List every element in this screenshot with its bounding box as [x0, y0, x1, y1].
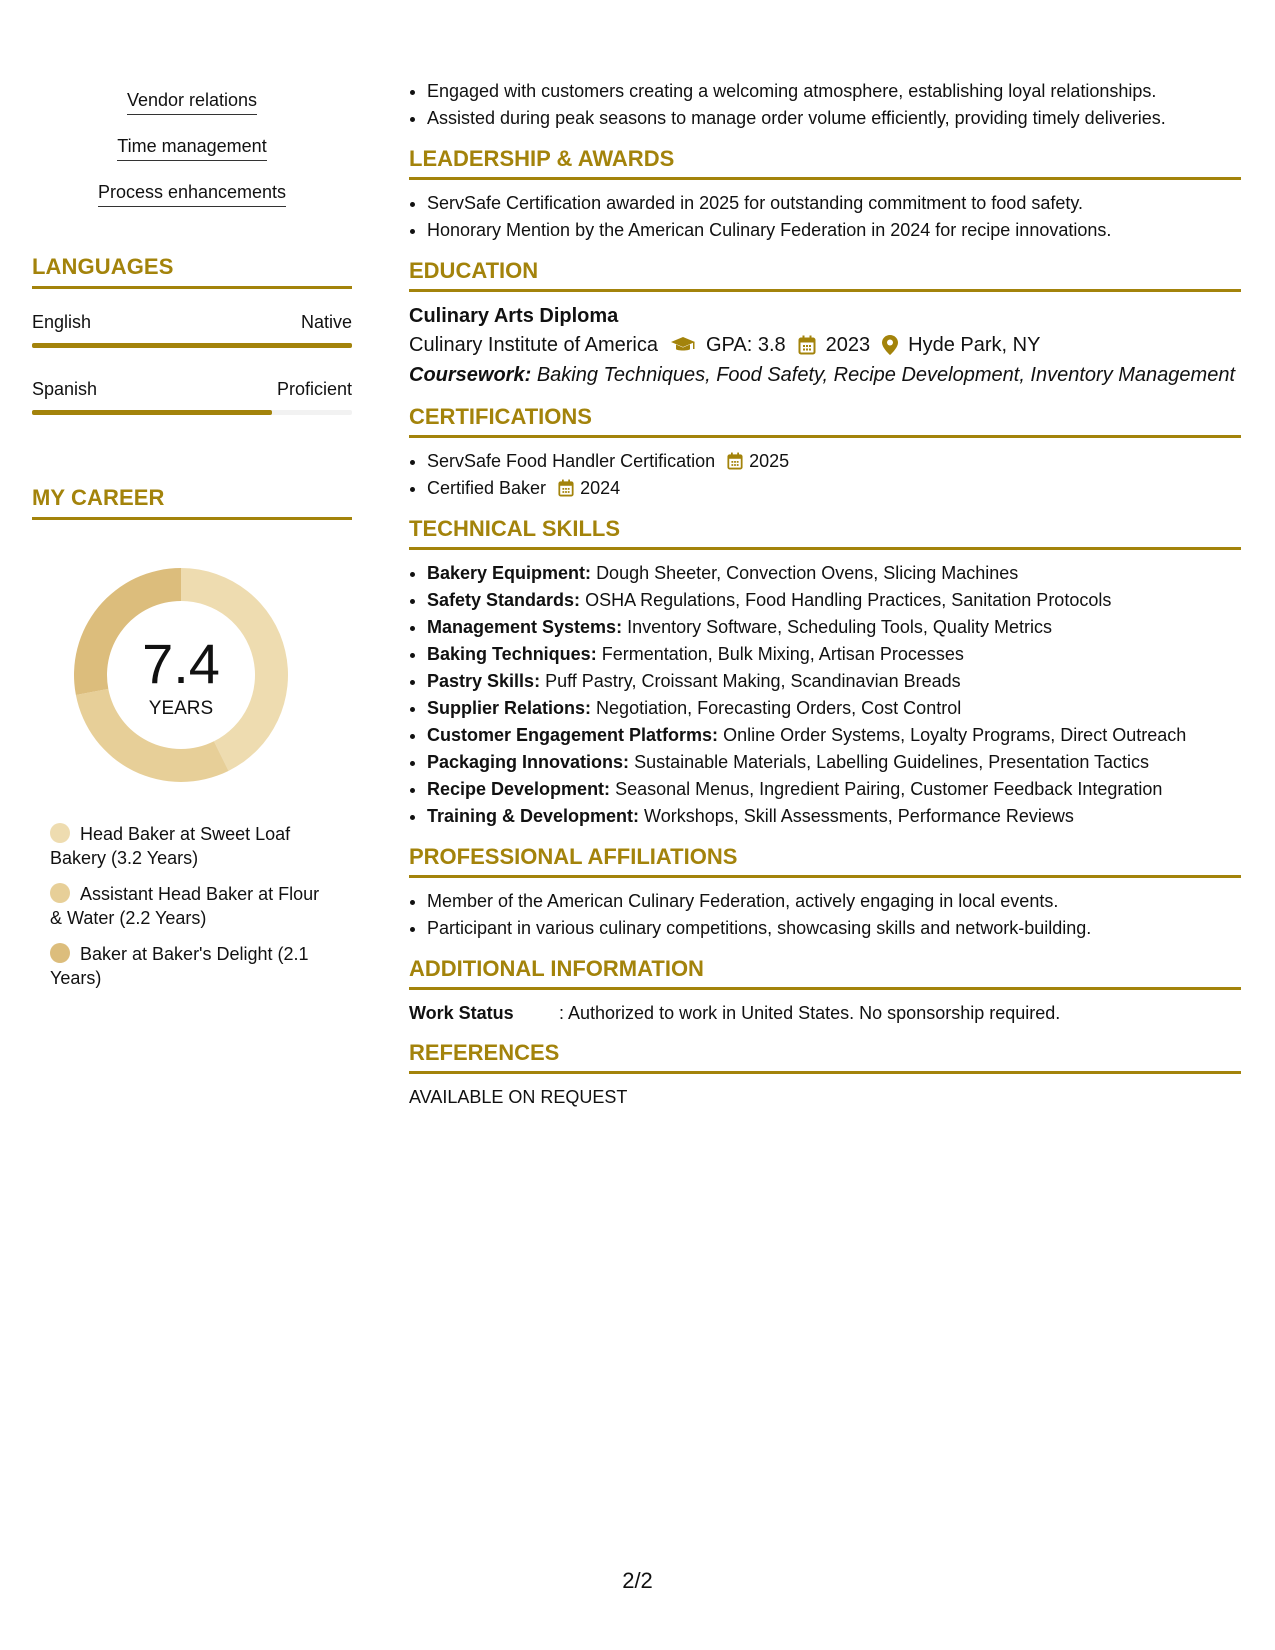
language-bar-fill	[32, 410, 272, 415]
page-number: 2/2	[622, 1568, 653, 1593]
language-name: Spanish	[32, 379, 98, 399]
language-level: Native	[300, 312, 352, 332]
skill-value: Fermentation, Bulk Mixing, Artisan Processes	[601, 644, 964, 664]
skill-label: Safety Standards:	[427, 590, 581, 610]
coursework-label: Coursework:	[409, 364, 532, 386]
list-item: • ServSafe Certification awarded in 2025 for outstanding commitment to food safety.	[427, 190, 1241, 217]
list-item: • Assisted during peak seasons to manage order volume efficiently, providing timely deliveries.	[427, 105, 1241, 132]
skill-label: Bakery Equipment:	[427, 563, 592, 583]
certifications-heading: CERTIFICATIONS	[409, 404, 1241, 438]
skill-value: Negotiation, Forecasting Orders, Cost Control	[596, 698, 962, 718]
list-item: • Engaged with customers creating a welcoming atmosphere, establishing loyal relationships.	[427, 78, 1241, 105]
work-status-value: : Authorized to work in United States. No sponsorship required.	[559, 1003, 1061, 1023]
skill-tag: Time management	[117, 135, 266, 161]
list-item	[427, 749, 1241, 776]
calendar-icon	[727, 452, 743, 470]
graduation-cap-icon	[670, 336, 696, 354]
degree-title: Culinary Arts Diploma	[409, 305, 619, 327]
coursework-list: Baking Techniques, Food Safety, Recipe Development, Inventory Management	[536, 364, 1235, 386]
skill-label: Supplier Relations:	[427, 698, 592, 718]
awards-list	[409, 190, 1241, 244]
education-entry	[409, 302, 1241, 390]
skill-value: Dough Sheeter, Convection Ovens, Slicing Machines	[596, 563, 1019, 583]
skill-value: Online Order Systems, Loyalty Programs, Direct Outreach	[723, 725, 1187, 745]
references-heading: REFERENCES	[409, 1040, 1241, 1074]
career-years-unit: YEARS	[148, 698, 214, 719]
legend-item	[50, 942, 320, 990]
legend-dot	[50, 883, 70, 903]
work-status-row	[409, 1000, 1241, 1026]
list-item: • Member of the American Culinary Federation, actively engaging in local events.	[427, 888, 1241, 915]
language-level: Proficient	[276, 379, 352, 399]
list-item	[427, 475, 1241, 502]
list-item	[427, 587, 1241, 614]
skill-tags	[32, 84, 352, 222]
skill-value: Workshops, Skill Assessments, Performance Reviews	[644, 806, 1074, 826]
career-heading: MY CAREER	[32, 485, 352, 520]
experience-bullets	[409, 78, 1241, 132]
career-total-years: 7.4	[142, 632, 220, 695]
awards-heading: LEADERSHIP & AWARDS	[409, 146, 1241, 180]
skill-label: Packaging Innovations:	[427, 752, 630, 772]
list-item	[427, 448, 1241, 475]
list-item	[427, 614, 1241, 641]
skill-label: Training & Development:	[427, 806, 640, 826]
education-heading: EDUCATION	[409, 258, 1241, 292]
donut-center	[66, 560, 296, 790]
calendar-icon	[558, 479, 574, 497]
technical-skills-list	[409, 560, 1241, 830]
skill-value: Sustainable Materials, Labelling Guidelines, Presentation Tactics	[634, 752, 1150, 772]
legend-label: Assistant Head Baker at Flour & Water (2.2 Years)	[50, 884, 320, 928]
school-name: Culinary Institute of America	[409, 334, 658, 356]
skill-label: Management Systems:	[427, 617, 623, 637]
language-bar	[32, 410, 352, 415]
skill-label: Customer Engagement Platforms:	[427, 725, 719, 745]
affiliations-list	[409, 888, 1241, 942]
graduation-year: 2023	[825, 334, 871, 356]
list-item	[427, 722, 1241, 749]
skill-value: Seasonal Menus, Ingredient Pairing, Customer Feedback Integration	[615, 779, 1163, 799]
work-status-label: Work Status	[409, 1003, 514, 1023]
language-english	[32, 311, 352, 348]
list-item	[427, 668, 1241, 695]
career-donut-chart	[66, 560, 296, 790]
skill-value: Puff Pastry, Croissant Making, Scandinavian Breads	[545, 671, 961, 691]
affiliations-heading: PROFESSIONAL AFFILIATIONS	[409, 844, 1241, 878]
location-pin-icon	[882, 335, 898, 355]
skill-tag: Vendor relations	[127, 89, 257, 115]
legend-item	[50, 882, 320, 930]
list-item	[427, 641, 1241, 668]
calendar-icon	[798, 335, 816, 355]
language-bar-fill	[32, 343, 352, 348]
certification-year: 2024	[580, 478, 621, 498]
gpa: GPA: 3.8	[706, 334, 786, 356]
list-item: • Participant in various culinary competitions, showcasing skills and network-building.	[427, 915, 1241, 942]
certifications-list	[409, 448, 1241, 502]
certification-name: ServSafe Food Handler Certification	[427, 451, 716, 471]
legend-item	[50, 822, 320, 870]
list-item	[427, 560, 1241, 587]
career-legend	[50, 822, 320, 990]
legend-label: Baker at Baker's Delight (2.1 Years)	[50, 944, 309, 988]
list-item	[427, 776, 1241, 803]
skill-label: Baking Techniques:	[427, 644, 597, 664]
legend-dot	[50, 823, 70, 843]
skill-value: Inventory Software, Scheduling Tools, Quality Metrics	[627, 617, 1052, 637]
skill-value: OSHA Regulations, Food Handling Practices, Sanitation Protocols	[585, 590, 1112, 610]
languages-section	[32, 254, 352, 415]
certification-name: Certified Baker	[427, 478, 547, 498]
school-location: Hyde Park, NY	[908, 334, 1041, 356]
career-section	[32, 485, 352, 990]
additional-info-heading: ADDITIONAL INFORMATION	[409, 956, 1241, 990]
language-bar	[32, 343, 352, 348]
list-item	[427, 803, 1241, 830]
legend-label: Head Baker at Sweet Loaf Bakery (3.2 Years)	[50, 824, 291, 868]
languages-heading: LANGUAGES	[32, 254, 352, 289]
list-item: • Honorary Mention by the American Culinary Federation in 2024 for recipe innovations.	[427, 217, 1241, 244]
list-item	[427, 695, 1241, 722]
skill-label: Pastry Skills:	[427, 671, 541, 691]
language-spanish	[32, 378, 352, 415]
left-column	[32, 84, 352, 1002]
skill-label: Recipe Development:	[427, 779, 611, 799]
references-value: AVAILABLE ON REQUEST	[409, 1087, 628, 1107]
language-name: English	[32, 312, 92, 332]
skill-tag: Process enhancements	[98, 181, 286, 207]
right-column	[409, 78, 1241, 1110]
legend-dot	[50, 943, 70, 963]
certification-year: 2025	[749, 451, 790, 471]
coursework	[409, 360, 1241, 390]
technical-skills-heading: TECHNICAL SKILLS	[409, 516, 1241, 550]
